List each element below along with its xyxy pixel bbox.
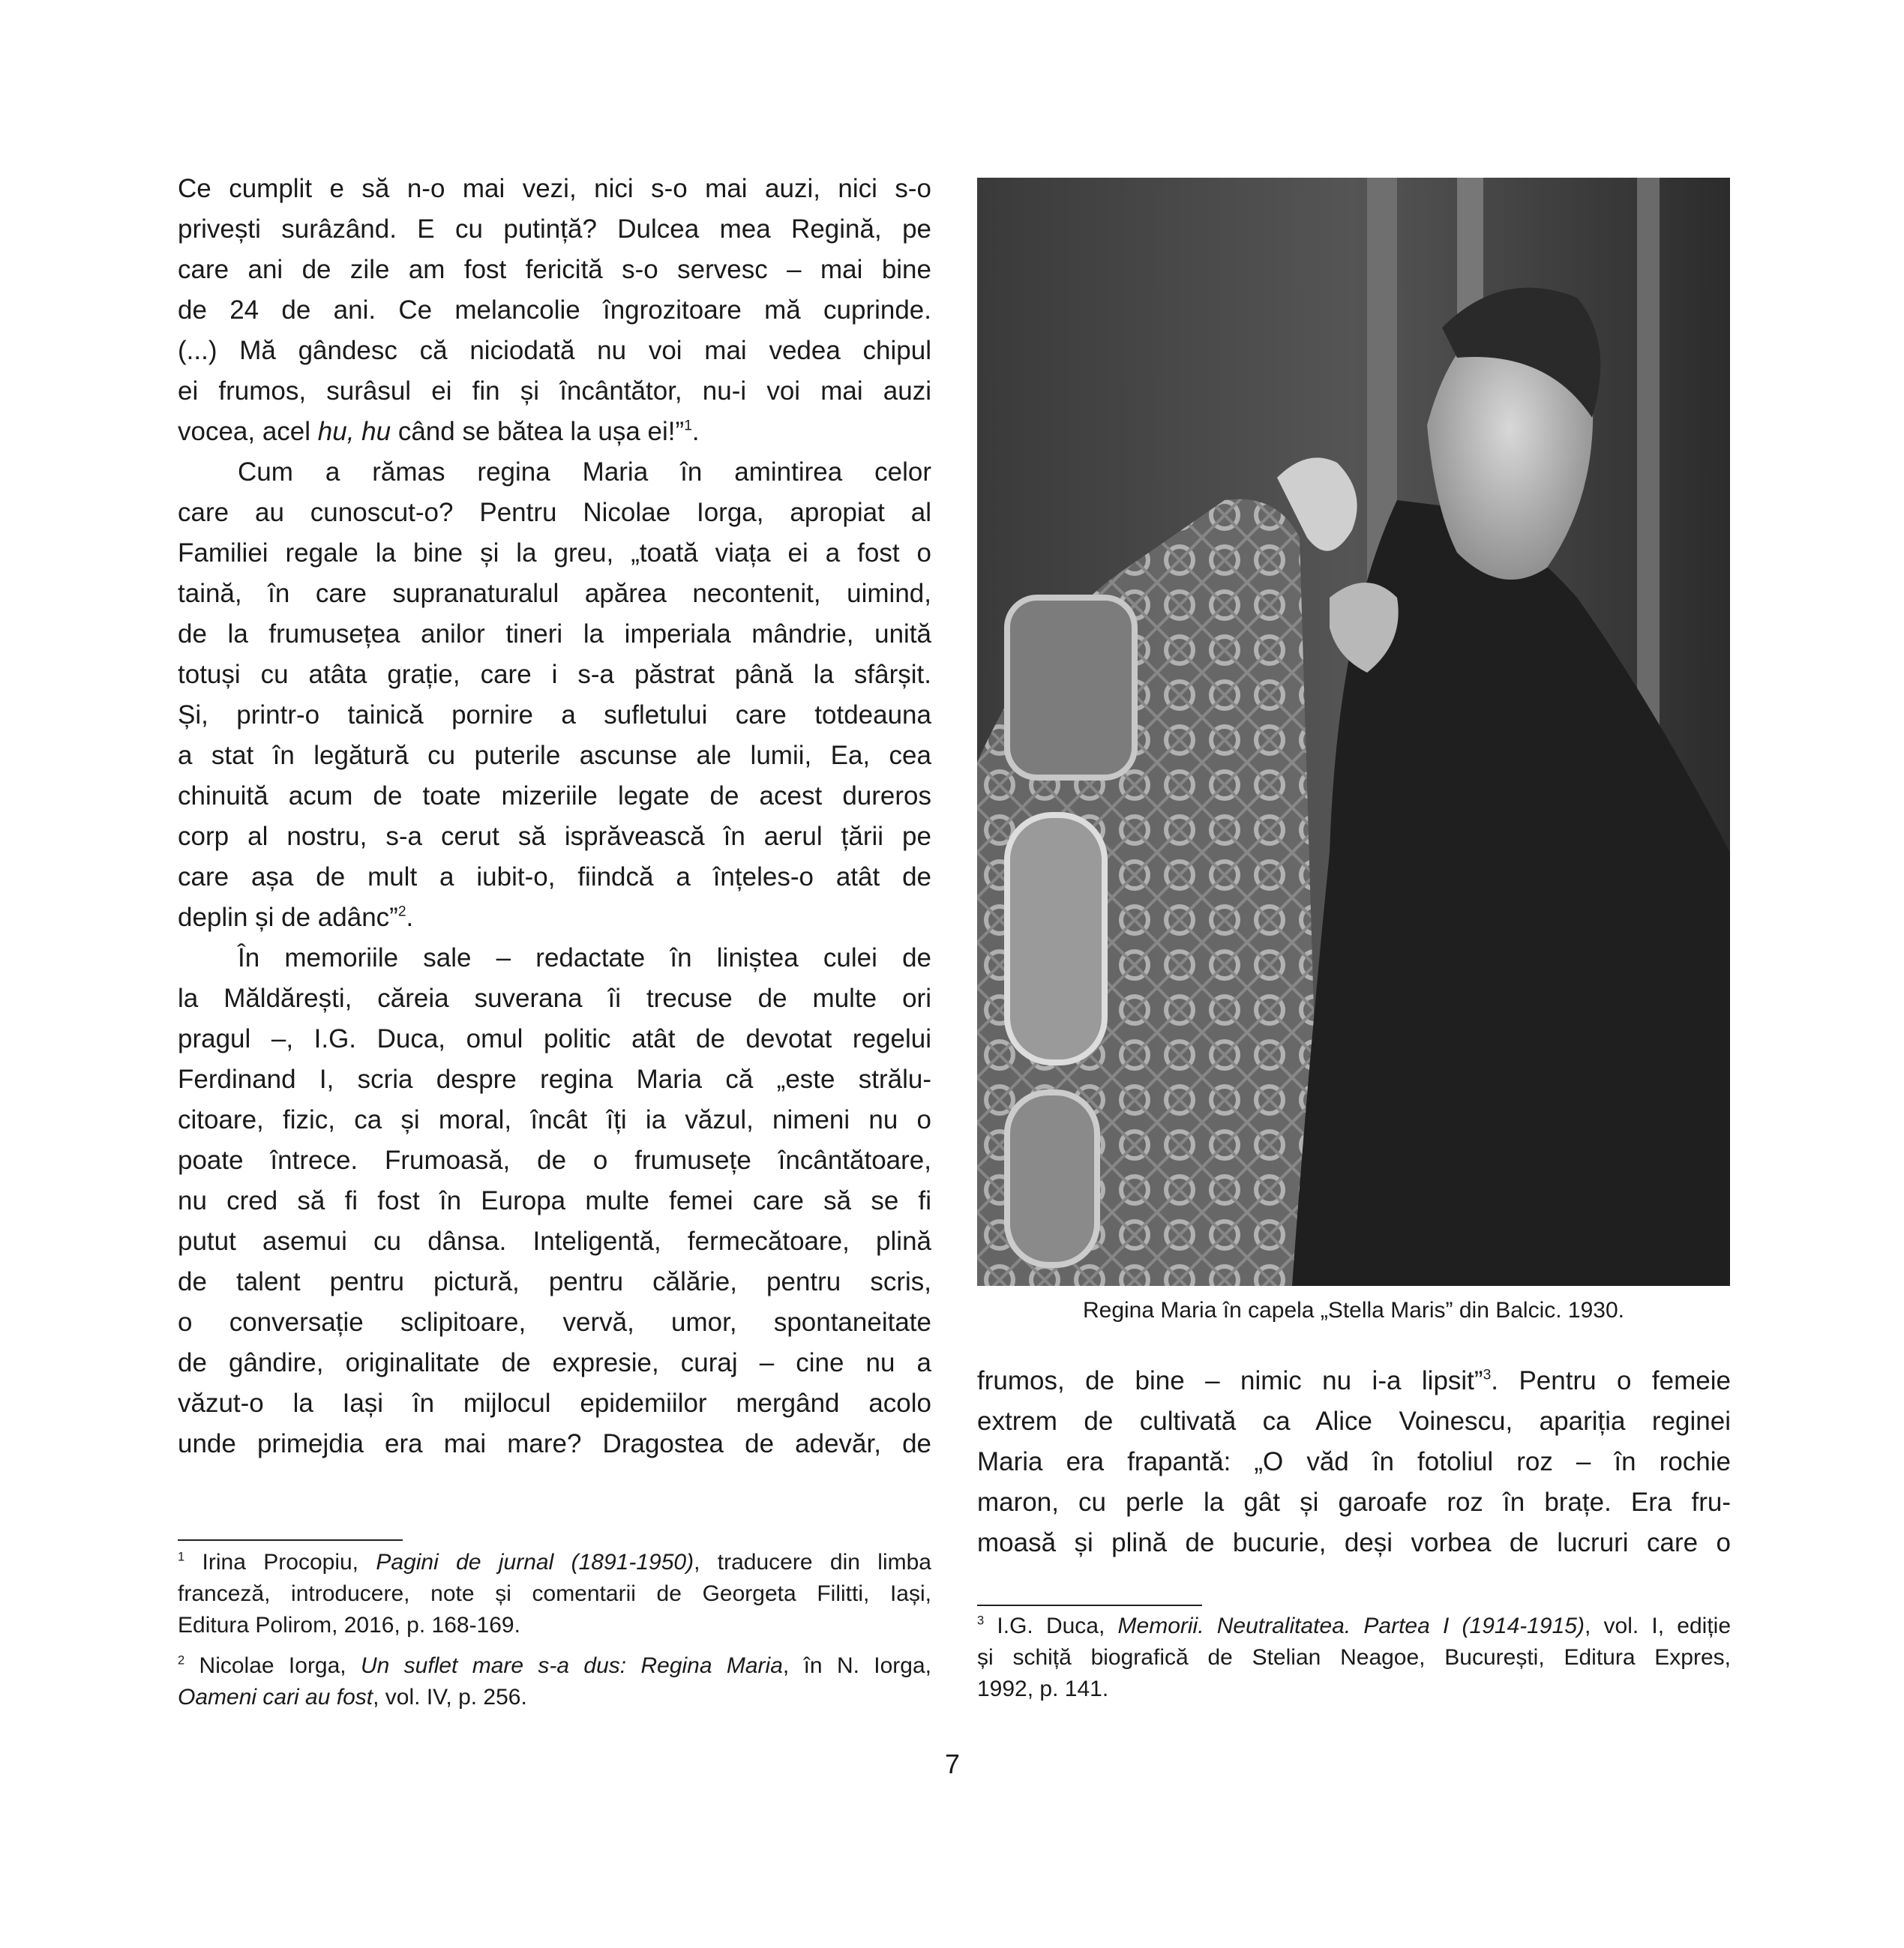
- text-line: [178, 1100, 931, 1140]
- text-segment: și schiță biografică de Stelian Neagoe, București, Editura Expres,: [977, 1645, 1731, 1670]
- footnotes-right: [977, 1611, 1731, 1705]
- text-segment: Ferdinand I, scria despre regina Maria că „este strălu-: [178, 1065, 931, 1094]
- text-segment: Ce cumplit e să n-o mai vezi, nici s-o mai auzi, nici s-o: [178, 174, 931, 203]
- text-line: [178, 1140, 931, 1181]
- text-line: [178, 898, 931, 938]
- footnote-line: [178, 1547, 931, 1578]
- text-line: [178, 817, 931, 857]
- text-segment: de 24 de ani. Ce melancolie îngrozitoare mă cuprinde.: [178, 295, 931, 325]
- text-line: [178, 371, 931, 412]
- text-segment: În memoriile sale – redactate în liniștea culei de: [238, 943, 931, 973]
- text-line: [178, 1343, 931, 1383]
- text-segment: . Pentru o femeie: [1491, 1366, 1731, 1395]
- text-line: [178, 1019, 931, 1059]
- figure-caption: Regina Maria în capela „Stella Maris” din Balcic. 1930.: [1082, 1298, 1624, 1323]
- text-segment: o conversație sclipitoare, vervă, umor, spontaneitate: [178, 1308, 931, 1337]
- text-segment: (...) Mă gândesc că niciodată nu voi mai vedea chipul: [178, 336, 931, 365]
- text-line: [178, 533, 931, 574]
- text-line: [977, 1523, 1731, 1563]
- footnote-ref: 1: [178, 1550, 185, 1564]
- text-line: [178, 776, 931, 817]
- footnote-line: [977, 1642, 1731, 1674]
- text-segment: ei frumos, surâsul ei fin și încântător, nu-i voi mai auzi: [178, 376, 931, 406]
- text-segment: de gândire, originalitate de expresie, curaj – cine nu a: [178, 1348, 931, 1377]
- text-line: [178, 614, 931, 655]
- text-segment: chinuită acum de toate mizeriile legate de acest dureros: [178, 781, 931, 811]
- text-line: [178, 331, 931, 371]
- text-segment: privești surâzând. E cu putință? Dulcea mea Regină, pe: [178, 214, 931, 244]
- text-line: [178, 1059, 931, 1100]
- footnote-gap: [178, 1641, 931, 1650]
- text-segment: când se bătea la ușa ei!”: [391, 417, 685, 446]
- text-segment: unde primejdia era mai mare? Dragostea de adevăr, de: [178, 1429, 931, 1458]
- text-segment: care au cunoscut-o? Pentru Nicolae Iorga, apropiat al: [178, 498, 931, 527]
- page-number: 7: [944, 1749, 961, 1779]
- footnote-ref: 2: [397, 904, 406, 920]
- photo-queen-marie-chapel: [977, 178, 1730, 1323]
- text-line: [178, 412, 931, 452]
- text-segment: Familiei regale la bine și la greu, „toată viața ei a fost o: [178, 538, 931, 568]
- footnote-rule-left: [178, 1539, 403, 1541]
- text-segment: Un suflet mare s-a dus: Regina Maria: [360, 1653, 783, 1678]
- text-line: [178, 250, 931, 290]
- text-segment: .: [406, 903, 414, 932]
- text-line: [977, 1442, 1731, 1482]
- text-segment: totuși cu atâta grație, care i s-a păstrat până la sfârșit.: [178, 660, 931, 689]
- text-segment: extrem de cultivată ca Alice Voinescu, apariția reginei: [977, 1407, 1731, 1436]
- text-segment: la Măldărești, căreia suverana îi trecuse de multe ori: [178, 984, 931, 1013]
- text-line: [178, 169, 931, 209]
- text-segment: poate întrece. Frumoasă, de o frumusețe încântătoare,: [178, 1146, 931, 1175]
- text-segment: I.G. Duca,: [984, 1614, 1118, 1638]
- text-line: [178, 1424, 931, 1464]
- text-line: [178, 655, 931, 695]
- footnote-rule-right: [977, 1605, 1202, 1606]
- text-line: [977, 1401, 1731, 1442]
- text-segment: care ani de zile am fost fericită s-o servesc – mai bine: [178, 255, 931, 284]
- text-line: [977, 1482, 1731, 1523]
- text-line: [178, 1302, 931, 1343]
- footnote-ref: 2: [178, 1653, 185, 1668]
- footnote-ref: 3: [1483, 1367, 1492, 1383]
- footnote-line: [977, 1674, 1731, 1705]
- footnote-line: [178, 1682, 931, 1713]
- text-segment: Editura Polirom, 2016, p. 168-169.: [178, 1613, 520, 1638]
- text-segment: , în N. Iorga,: [782, 1653, 931, 1678]
- text-segment: a stat în legătură cu puterile ascunse ale lumii, Ea, cea: [178, 741, 931, 770]
- text-segment: taină, în care supranaturalul apărea necontenit, uimind,: [178, 579, 931, 608]
- text-line: [178, 1383, 931, 1424]
- text-line: [178, 1181, 931, 1221]
- text-segment: hu, hu: [317, 417, 391, 446]
- text-segment: citoare, fizic, ca și moral, încât îți ia văzul, nimeni nu o: [178, 1105, 931, 1134]
- text-segment: văzut-o la Iași în mijlocul epidemiilor mergând acolo: [178, 1389, 931, 1418]
- text-segment: Nicolae Iorga,: [184, 1653, 361, 1678]
- text-segment: care așa de mult a iubit-o, fiindcă a înțeles-o atât de: [178, 862, 931, 892]
- text-line: [178, 1262, 931, 1302]
- text-segment: Memorii. Neutralitatea. Partea I (1914-1915): [1117, 1614, 1585, 1638]
- text-segment: Pagini de jurnal (1891-1950): [376, 1550, 694, 1575]
- text-segment: deplin și de adânc”: [178, 903, 398, 932]
- footnote-ref: 3: [977, 1614, 985, 1628]
- text-line: [178, 695, 931, 736]
- text-segment: 1992, p. 141.: [977, 1677, 1109, 1701]
- text-segment: de la frumusețea anilor tineri la imperiala mândrie, unită: [178, 619, 931, 649]
- text-segment: nu cred să fi fost în Europa multe femei care să se fi: [178, 1186, 931, 1215]
- footnote-line: [178, 1650, 931, 1682]
- text-segment: .: [691, 417, 700, 446]
- text-segment: Și, printr-o tainică pornire a sufletului care totdeauna: [178, 700, 931, 730]
- footnote-line: [977, 1611, 1731, 1642]
- footnotes-left: [178, 1547, 931, 1713]
- text-segment: pragul –, I.G. Duca, omul politic atât de devotat regelui: [178, 1024, 931, 1053]
- text-line: [178, 209, 931, 250]
- footnote-line: [178, 1610, 931, 1641]
- text-line: [178, 290, 931, 331]
- text-segment: Cum a rămas regina Maria în amintirea celor: [238, 457, 931, 487]
- left-column-text: [178, 169, 931, 1464]
- text-line: [178, 493, 931, 533]
- text-line: [178, 1221, 931, 1262]
- text-line: [178, 978, 931, 1019]
- text-line: [178, 574, 931, 614]
- text-segment: moasă și plină de bucurie, deși vorbea de lucruri care o: [977, 1528, 1731, 1557]
- text-segment: , vol. IV, p. 256.: [373, 1685, 527, 1710]
- text-segment: Irina Procopiu,: [184, 1550, 376, 1575]
- footnote-line: [178, 1578, 931, 1610]
- text-line: [178, 736, 931, 776]
- text-segment: frumos, de bine – nimic nu i-a lipsit”: [977, 1366, 1483, 1395]
- text-segment: , vol. I, ediție: [1584, 1614, 1731, 1638]
- text-line: [977, 1361, 1731, 1401]
- text-segment: Maria era frapantă: „O văd în fotoliul roz – în rochie: [977, 1447, 1731, 1476]
- text-segment: putut asemui cu dânsa. Inteligentă, fermecătoare, plină: [178, 1227, 931, 1256]
- text-line: [178, 938, 931, 978]
- right-column-text: [977, 1361, 1731, 1563]
- text-segment: maron, cu perle la gât și garoafe roz în brațe. Era fru-: [977, 1488, 1731, 1517]
- photo-image: [977, 178, 1730, 1286]
- text-segment: vocea, acel: [178, 417, 318, 446]
- text-segment: , traducere din limba: [694, 1550, 931, 1575]
- text-segment: de talent pentru pictură, pentru călărie, pentru scris,: [178, 1267, 931, 1296]
- text-segment: Oameni cari au fost: [178, 1685, 373, 1710]
- text-line: [178, 857, 931, 898]
- text-line: [178, 452, 931, 493]
- footnote-ref: 1: [684, 418, 692, 434]
- text-segment: corp al nostru, s-a cerut să isprăvească în aerul țării pe: [178, 822, 931, 851]
- text-segment: franceză, introducere, note și comentarii de Georgeta Filitti, Iași,: [178, 1581, 931, 1606]
